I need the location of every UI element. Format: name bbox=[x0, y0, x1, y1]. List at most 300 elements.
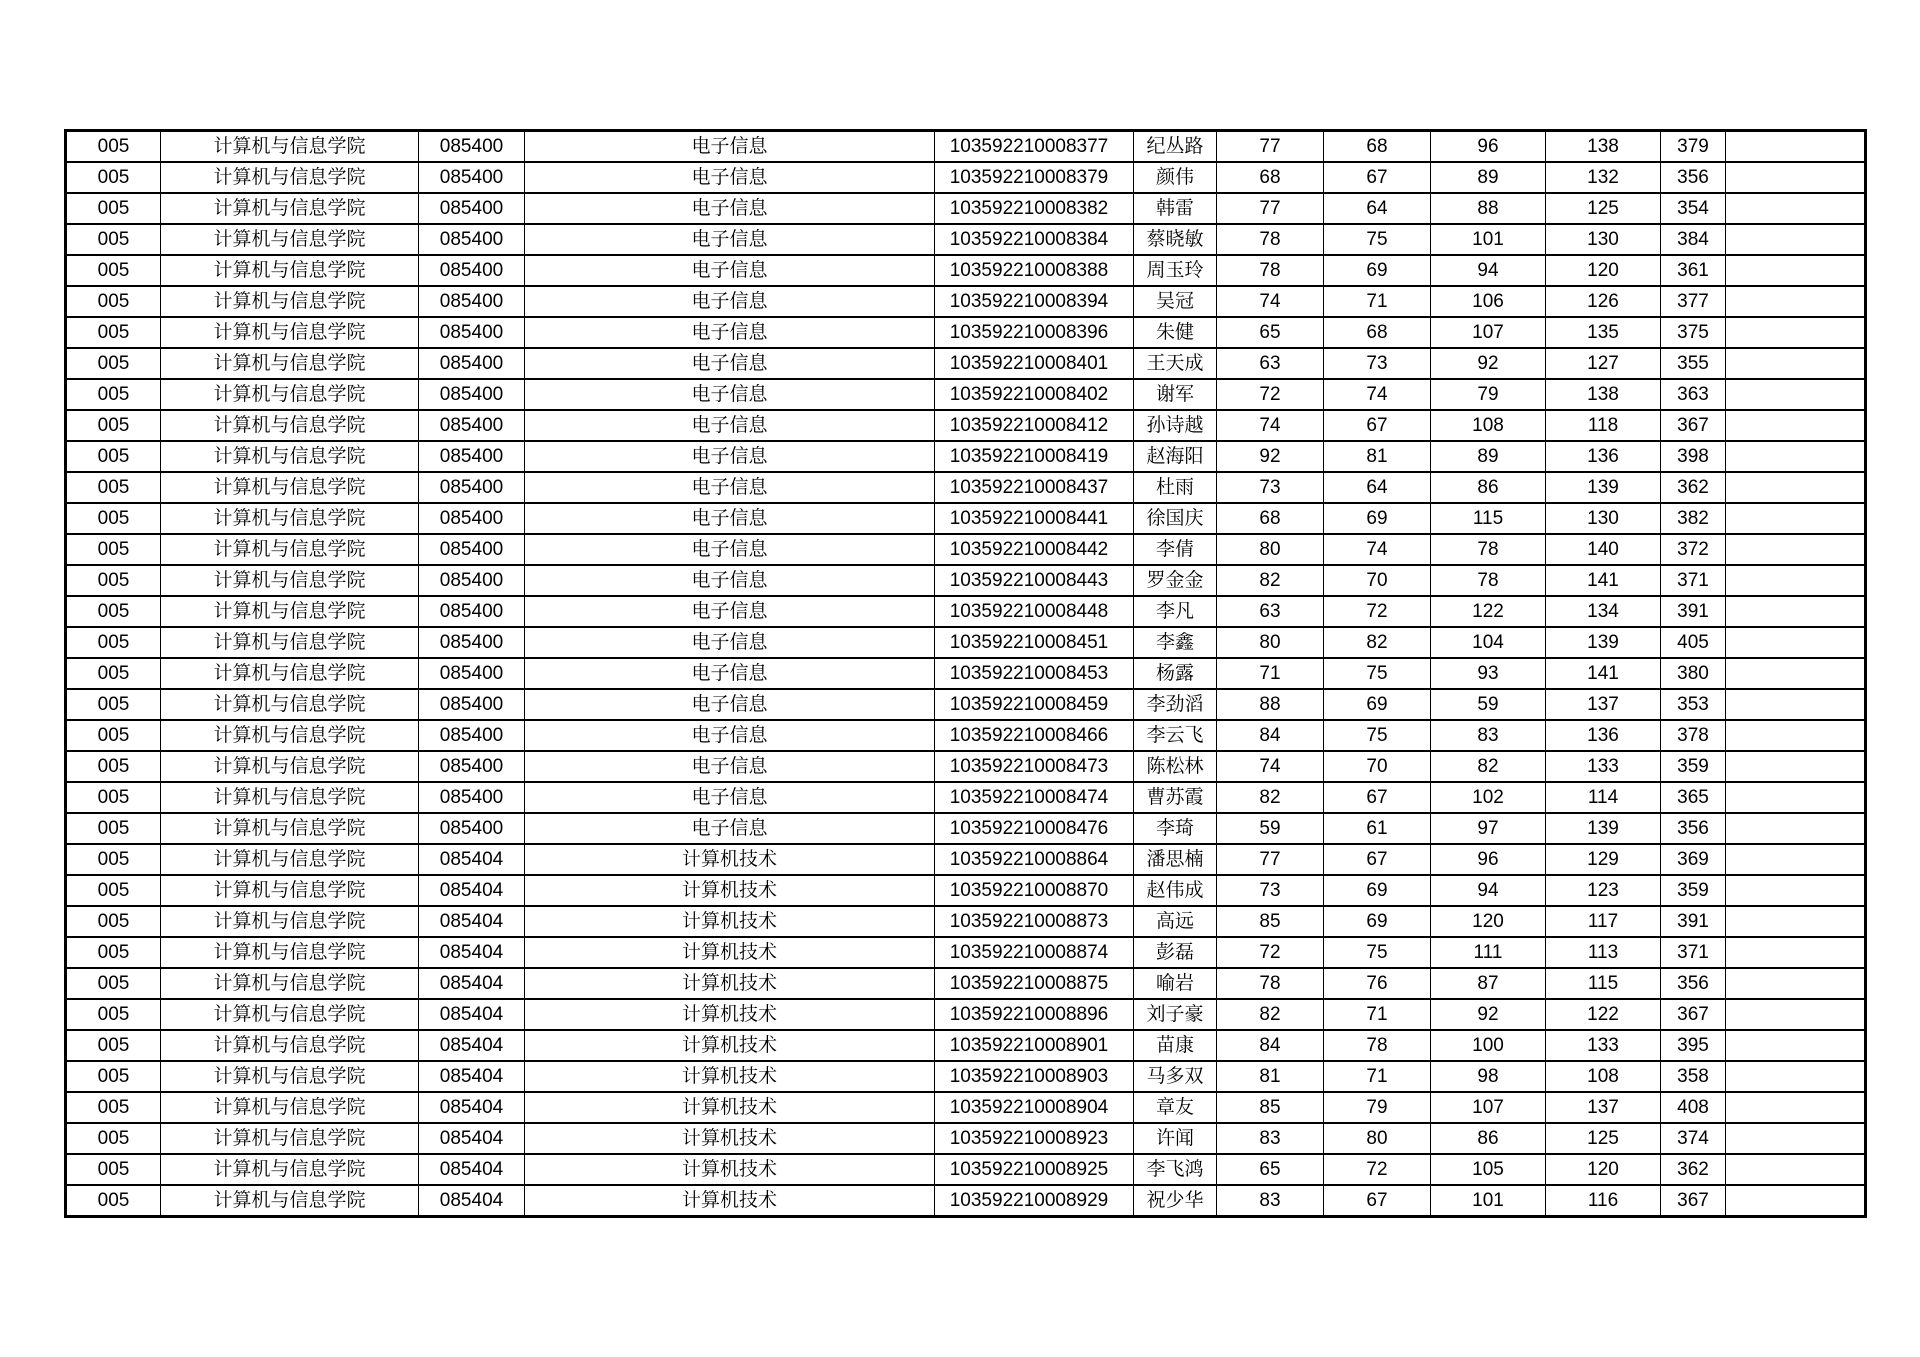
subject1-score-cell: 82 bbox=[1217, 999, 1324, 1030]
college-code-cell: 005 bbox=[66, 844, 161, 875]
subject1-score-cell: 73 bbox=[1217, 875, 1324, 906]
total-score-cell: 382 bbox=[1661, 503, 1726, 534]
major-name-cell: 电子信息 bbox=[525, 162, 935, 193]
candidate-name-cell: 杨露 bbox=[1134, 658, 1217, 689]
table-row bbox=[66, 410, 1866, 441]
subject3-score-cell: 107 bbox=[1431, 1092, 1546, 1123]
remark-cell bbox=[1726, 1154, 1866, 1185]
major-name-cell: 电子信息 bbox=[525, 286, 935, 317]
remark-cell bbox=[1726, 720, 1866, 751]
candidate-name-cell: 罗金金 bbox=[1134, 565, 1217, 596]
candidate-name-cell: 韩雷 bbox=[1134, 193, 1217, 224]
college-name-cell: 计算机与信息学院 bbox=[161, 1092, 419, 1123]
subject1-score-cell: 77 bbox=[1217, 131, 1324, 163]
major-name-cell: 计算机技术 bbox=[525, 1061, 935, 1092]
candidate-id-cell: 103592210008443 bbox=[935, 565, 1134, 596]
subject2-score-cell: 80 bbox=[1324, 1123, 1431, 1154]
subject1-score-cell: 77 bbox=[1217, 193, 1324, 224]
college-name-cell: 计算机与信息学院 bbox=[161, 565, 419, 596]
subject1-score-cell: 83 bbox=[1217, 1185, 1324, 1217]
subject3-score-cell: 94 bbox=[1431, 255, 1546, 286]
major-name-cell: 电子信息 bbox=[525, 131, 935, 163]
subject4-score-cell: 120 bbox=[1546, 1154, 1661, 1185]
remark-cell bbox=[1726, 968, 1866, 999]
subject1-score-cell: 74 bbox=[1217, 751, 1324, 782]
subject1-score-cell: 78 bbox=[1217, 255, 1324, 286]
candidate-name-cell: 李倩 bbox=[1134, 534, 1217, 565]
total-score-cell: 374 bbox=[1661, 1123, 1726, 1154]
total-score-cell: 353 bbox=[1661, 689, 1726, 720]
subject3-score-cell: 97 bbox=[1431, 813, 1546, 844]
remark-cell bbox=[1726, 193, 1866, 224]
subject4-score-cell: 133 bbox=[1546, 751, 1661, 782]
remark-cell bbox=[1726, 844, 1866, 875]
total-score-cell: 369 bbox=[1661, 844, 1726, 875]
total-score-cell: 395 bbox=[1661, 1030, 1726, 1061]
candidate-id-cell: 103592210008476 bbox=[935, 813, 1134, 844]
subject3-score-cell: 107 bbox=[1431, 317, 1546, 348]
subject2-score-cell: 61 bbox=[1324, 813, 1431, 844]
subject4-score-cell: 132 bbox=[1546, 162, 1661, 193]
subject4-score-cell: 122 bbox=[1546, 999, 1661, 1030]
subject3-score-cell: 78 bbox=[1431, 534, 1546, 565]
subject3-score-cell: 108 bbox=[1431, 410, 1546, 441]
subject2-score-cell: 69 bbox=[1324, 875, 1431, 906]
total-score-cell: 371 bbox=[1661, 565, 1726, 596]
table-row bbox=[66, 1154, 1866, 1185]
candidate-id-cell: 103592210008394 bbox=[935, 286, 1134, 317]
total-score-cell: 359 bbox=[1661, 751, 1726, 782]
college-code-cell: 005 bbox=[66, 875, 161, 906]
total-score-cell: 362 bbox=[1661, 472, 1726, 503]
candidate-id-cell: 103592210008379 bbox=[935, 162, 1134, 193]
subject4-score-cell: 114 bbox=[1546, 782, 1661, 813]
major-name-cell: 计算机技术 bbox=[525, 1092, 935, 1123]
major-code-cell: 085400 bbox=[419, 317, 525, 348]
subject1-score-cell: 68 bbox=[1217, 503, 1324, 534]
remark-cell bbox=[1726, 565, 1866, 596]
table-row bbox=[66, 596, 1866, 627]
subject1-score-cell: 81 bbox=[1217, 1061, 1324, 1092]
college-name-cell: 计算机与信息学院 bbox=[161, 1154, 419, 1185]
subject3-score-cell: 59 bbox=[1431, 689, 1546, 720]
candidate-name-cell: 苗康 bbox=[1134, 1030, 1217, 1061]
subject4-score-cell: 130 bbox=[1546, 503, 1661, 534]
college-code-cell: 005 bbox=[66, 472, 161, 503]
major-name-cell: 计算机技术 bbox=[525, 844, 935, 875]
total-score-cell: 362 bbox=[1661, 1154, 1726, 1185]
major-code-cell: 085404 bbox=[419, 1092, 525, 1123]
table-row bbox=[66, 813, 1866, 844]
major-code-cell: 085400 bbox=[419, 224, 525, 255]
college-code-cell: 005 bbox=[66, 968, 161, 999]
major-code-cell: 085400 bbox=[419, 565, 525, 596]
candidate-id-cell: 103592210008384 bbox=[935, 224, 1134, 255]
college-code-cell: 005 bbox=[66, 224, 161, 255]
subject3-score-cell: 106 bbox=[1431, 286, 1546, 317]
college-name-cell: 计算机与信息学院 bbox=[161, 503, 419, 534]
major-code-cell: 085400 bbox=[419, 162, 525, 193]
candidate-id-cell: 103592210008864 bbox=[935, 844, 1134, 875]
subject1-score-cell: 63 bbox=[1217, 348, 1324, 379]
table-row bbox=[66, 1092, 1866, 1123]
college-name-cell: 计算机与信息学院 bbox=[161, 627, 419, 658]
subject4-score-cell: 137 bbox=[1546, 689, 1661, 720]
remark-cell bbox=[1726, 875, 1866, 906]
subject3-score-cell: 92 bbox=[1431, 348, 1546, 379]
college-name-cell: 计算机与信息学院 bbox=[161, 472, 419, 503]
major-name-cell: 电子信息 bbox=[525, 596, 935, 627]
candidate-name-cell: 颜伟 bbox=[1134, 162, 1217, 193]
subject1-score-cell: 80 bbox=[1217, 534, 1324, 565]
subject2-score-cell: 68 bbox=[1324, 131, 1431, 163]
college-name-cell: 计算机与信息学院 bbox=[161, 1123, 419, 1154]
total-score-cell: 365 bbox=[1661, 782, 1726, 813]
candidate-name-cell: 马多双 bbox=[1134, 1061, 1217, 1092]
major-name-cell: 计算机技术 bbox=[525, 1154, 935, 1185]
total-score-cell: 359 bbox=[1661, 875, 1726, 906]
college-name-cell: 计算机与信息学院 bbox=[161, 286, 419, 317]
subject2-score-cell: 68 bbox=[1324, 317, 1431, 348]
subject1-score-cell: 73 bbox=[1217, 472, 1324, 503]
remark-cell bbox=[1726, 596, 1866, 627]
subject1-score-cell: 85 bbox=[1217, 1092, 1324, 1123]
subject2-score-cell: 73 bbox=[1324, 348, 1431, 379]
remark-cell bbox=[1726, 937, 1866, 968]
table-row bbox=[66, 162, 1866, 193]
total-score-cell: 356 bbox=[1661, 968, 1726, 999]
subject4-score-cell: 141 bbox=[1546, 565, 1661, 596]
candidate-id-cell: 103592210008870 bbox=[935, 875, 1134, 906]
major-code-cell: 085400 bbox=[419, 379, 525, 410]
table-row bbox=[66, 317, 1866, 348]
table-row bbox=[66, 906, 1866, 937]
total-score-cell: 405 bbox=[1661, 627, 1726, 658]
college-name-cell: 计算机与信息学院 bbox=[161, 875, 419, 906]
candidate-id-cell: 103592210008875 bbox=[935, 968, 1134, 999]
total-score-cell: 380 bbox=[1661, 658, 1726, 689]
subject1-score-cell: 72 bbox=[1217, 379, 1324, 410]
candidate-id-cell: 103592210008437 bbox=[935, 472, 1134, 503]
college-code-cell: 005 bbox=[66, 286, 161, 317]
subject2-score-cell: 74 bbox=[1324, 379, 1431, 410]
candidate-name-cell: 李劲滔 bbox=[1134, 689, 1217, 720]
subject2-score-cell: 64 bbox=[1324, 472, 1431, 503]
total-score-cell: 361 bbox=[1661, 255, 1726, 286]
college-code-cell: 005 bbox=[66, 503, 161, 534]
subject4-score-cell: 139 bbox=[1546, 813, 1661, 844]
total-score-cell: 355 bbox=[1661, 348, 1726, 379]
subject2-score-cell: 69 bbox=[1324, 255, 1431, 286]
major-name-cell: 电子信息 bbox=[525, 565, 935, 596]
college-code-cell: 005 bbox=[66, 162, 161, 193]
subject2-score-cell: 81 bbox=[1324, 441, 1431, 472]
subject4-score-cell: 136 bbox=[1546, 720, 1661, 751]
college-code-cell: 005 bbox=[66, 813, 161, 844]
candidate-name-cell: 彭磊 bbox=[1134, 937, 1217, 968]
candidate-name-cell: 蔡晓敏 bbox=[1134, 224, 1217, 255]
candidate-id-cell: 103592210008448 bbox=[935, 596, 1134, 627]
subject2-score-cell: 70 bbox=[1324, 565, 1431, 596]
major-code-cell: 085400 bbox=[419, 503, 525, 534]
score-table bbox=[64, 129, 1867, 1218]
candidate-name-cell: 孙诗越 bbox=[1134, 410, 1217, 441]
college-name-cell: 计算机与信息学院 bbox=[161, 937, 419, 968]
remark-cell bbox=[1726, 348, 1866, 379]
college-code-cell: 005 bbox=[66, 131, 161, 163]
subject4-score-cell: 115 bbox=[1546, 968, 1661, 999]
remark-cell bbox=[1726, 286, 1866, 317]
college-name-cell: 计算机与信息学院 bbox=[161, 348, 419, 379]
major-name-cell: 电子信息 bbox=[525, 224, 935, 255]
college-code-cell: 005 bbox=[66, 193, 161, 224]
college-name-cell: 计算机与信息学院 bbox=[161, 162, 419, 193]
total-score-cell: 356 bbox=[1661, 813, 1726, 844]
major-name-cell: 电子信息 bbox=[525, 782, 935, 813]
table-row bbox=[66, 503, 1866, 534]
candidate-id-cell: 103592210008925 bbox=[935, 1154, 1134, 1185]
candidate-name-cell: 李鑫 bbox=[1134, 627, 1217, 658]
subject2-score-cell: 71 bbox=[1324, 286, 1431, 317]
total-score-cell: 378 bbox=[1661, 720, 1726, 751]
candidate-id-cell: 103592210008873 bbox=[935, 906, 1134, 937]
college-code-cell: 005 bbox=[66, 1061, 161, 1092]
subject1-score-cell: 71 bbox=[1217, 658, 1324, 689]
subject1-score-cell: 59 bbox=[1217, 813, 1324, 844]
subject4-score-cell: 129 bbox=[1546, 844, 1661, 875]
subject2-score-cell: 75 bbox=[1324, 937, 1431, 968]
subject2-score-cell: 75 bbox=[1324, 224, 1431, 255]
college-code-cell: 005 bbox=[66, 1185, 161, 1217]
remark-cell bbox=[1726, 1092, 1866, 1123]
candidate-name-cell: 周玉玲 bbox=[1134, 255, 1217, 286]
candidate-id-cell: 103592210008388 bbox=[935, 255, 1134, 286]
subject1-score-cell: 84 bbox=[1217, 720, 1324, 751]
table-row bbox=[66, 193, 1866, 224]
college-name-cell: 计算机与信息学院 bbox=[161, 813, 419, 844]
subject3-score-cell: 104 bbox=[1431, 627, 1546, 658]
total-score-cell: 371 bbox=[1661, 937, 1726, 968]
subject3-score-cell: 120 bbox=[1431, 906, 1546, 937]
subject1-score-cell: 72 bbox=[1217, 937, 1324, 968]
subject2-score-cell: 75 bbox=[1324, 720, 1431, 751]
college-code-cell: 005 bbox=[66, 658, 161, 689]
major-name-cell: 电子信息 bbox=[525, 379, 935, 410]
table-row bbox=[66, 224, 1866, 255]
table-row bbox=[66, 844, 1866, 875]
subject3-score-cell: 79 bbox=[1431, 379, 1546, 410]
subject1-score-cell: 65 bbox=[1217, 1154, 1324, 1185]
total-score-cell: 367 bbox=[1661, 1185, 1726, 1217]
candidate-name-cell: 刘子豪 bbox=[1134, 999, 1217, 1030]
major-name-cell: 电子信息 bbox=[525, 813, 935, 844]
major-name-cell: 电子信息 bbox=[525, 627, 935, 658]
major-code-cell: 085400 bbox=[419, 348, 525, 379]
subject1-score-cell: 88 bbox=[1217, 689, 1324, 720]
subject1-score-cell: 78 bbox=[1217, 224, 1324, 255]
table-row bbox=[66, 782, 1866, 813]
subject3-score-cell: 89 bbox=[1431, 441, 1546, 472]
major-code-cell: 085404 bbox=[419, 1030, 525, 1061]
major-name-cell: 电子信息 bbox=[525, 472, 935, 503]
subject2-score-cell: 69 bbox=[1324, 503, 1431, 534]
major-code-cell: 085404 bbox=[419, 875, 525, 906]
total-score-cell: 356 bbox=[1661, 162, 1726, 193]
subject4-score-cell: 136 bbox=[1546, 441, 1661, 472]
total-score-cell: 377 bbox=[1661, 286, 1726, 317]
subject4-score-cell: 125 bbox=[1546, 193, 1661, 224]
subject4-score-cell: 117 bbox=[1546, 906, 1661, 937]
table-row bbox=[66, 999, 1866, 1030]
candidate-id-cell: 103592210008412 bbox=[935, 410, 1134, 441]
subject1-score-cell: 83 bbox=[1217, 1123, 1324, 1154]
table-row bbox=[66, 968, 1866, 999]
college-name-cell: 计算机与信息学院 bbox=[161, 317, 419, 348]
subject4-score-cell: 135 bbox=[1546, 317, 1661, 348]
table-row bbox=[66, 379, 1866, 410]
subject1-score-cell: 82 bbox=[1217, 782, 1324, 813]
subject3-score-cell: 111 bbox=[1431, 937, 1546, 968]
college-name-cell: 计算机与信息学院 bbox=[161, 441, 419, 472]
subject3-score-cell: 94 bbox=[1431, 875, 1546, 906]
college-name-cell: 计算机与信息学院 bbox=[161, 255, 419, 286]
college-code-cell: 005 bbox=[66, 317, 161, 348]
subject3-score-cell: 101 bbox=[1431, 1185, 1546, 1217]
remark-cell bbox=[1726, 255, 1866, 286]
table-row bbox=[66, 441, 1866, 472]
subject3-score-cell: 122 bbox=[1431, 596, 1546, 627]
subject4-score-cell: 125 bbox=[1546, 1123, 1661, 1154]
subject4-score-cell: 123 bbox=[1546, 875, 1661, 906]
remark-cell bbox=[1726, 1061, 1866, 1092]
major-name-cell: 计算机技术 bbox=[525, 937, 935, 968]
subject1-score-cell: 65 bbox=[1217, 317, 1324, 348]
subject4-score-cell: 118 bbox=[1546, 410, 1661, 441]
remark-cell bbox=[1726, 131, 1866, 163]
major-code-cell: 085404 bbox=[419, 1123, 525, 1154]
table-row bbox=[66, 565, 1866, 596]
major-code-cell: 085400 bbox=[419, 751, 525, 782]
subject1-score-cell: 80 bbox=[1217, 627, 1324, 658]
college-name-cell: 计算机与信息学院 bbox=[161, 379, 419, 410]
college-code-cell: 005 bbox=[66, 999, 161, 1030]
subject2-score-cell: 67 bbox=[1324, 782, 1431, 813]
subject4-score-cell: 120 bbox=[1546, 255, 1661, 286]
candidate-name-cell: 谢军 bbox=[1134, 379, 1217, 410]
major-code-cell: 085404 bbox=[419, 937, 525, 968]
subject2-score-cell: 67 bbox=[1324, 410, 1431, 441]
college-name-cell: 计算机与信息学院 bbox=[161, 596, 419, 627]
major-code-cell: 085400 bbox=[419, 534, 525, 565]
major-name-cell: 计算机技术 bbox=[525, 1030, 935, 1061]
score-table-body bbox=[66, 131, 1866, 1217]
total-score-cell: 384 bbox=[1661, 224, 1726, 255]
major-name-cell: 电子信息 bbox=[525, 348, 935, 379]
college-code-cell: 005 bbox=[66, 441, 161, 472]
college-code-cell: 005 bbox=[66, 379, 161, 410]
college-code-cell: 005 bbox=[66, 410, 161, 441]
candidate-id-cell: 103592210008923 bbox=[935, 1123, 1134, 1154]
subject2-score-cell: 72 bbox=[1324, 1154, 1431, 1185]
major-name-cell: 计算机技术 bbox=[525, 875, 935, 906]
candidate-id-cell: 103592210008396 bbox=[935, 317, 1134, 348]
subject2-score-cell: 70 bbox=[1324, 751, 1431, 782]
major-code-cell: 085400 bbox=[419, 813, 525, 844]
major-code-cell: 085400 bbox=[419, 658, 525, 689]
candidate-name-cell: 李云飞 bbox=[1134, 720, 1217, 751]
total-score-cell: 391 bbox=[1661, 906, 1726, 937]
college-name-cell: 计算机与信息学院 bbox=[161, 1185, 419, 1217]
major-name-cell: 电子信息 bbox=[525, 255, 935, 286]
subject1-score-cell: 68 bbox=[1217, 162, 1324, 193]
remark-cell bbox=[1726, 689, 1866, 720]
subject2-score-cell: 75 bbox=[1324, 658, 1431, 689]
remark-cell bbox=[1726, 441, 1866, 472]
college-code-cell: 005 bbox=[66, 906, 161, 937]
remark-cell bbox=[1726, 1123, 1866, 1154]
subject2-score-cell: 74 bbox=[1324, 534, 1431, 565]
major-code-cell: 085404 bbox=[419, 968, 525, 999]
college-name-cell: 计算机与信息学院 bbox=[161, 689, 419, 720]
major-code-cell: 085404 bbox=[419, 844, 525, 875]
subject4-score-cell: 113 bbox=[1546, 937, 1661, 968]
college-name-cell: 计算机与信息学院 bbox=[161, 1030, 419, 1061]
remark-cell bbox=[1726, 1030, 1866, 1061]
candidate-id-cell: 103592210008419 bbox=[935, 441, 1134, 472]
remark-cell bbox=[1726, 906, 1866, 937]
subject3-score-cell: 87 bbox=[1431, 968, 1546, 999]
college-code-cell: 005 bbox=[66, 565, 161, 596]
college-code-cell: 005 bbox=[66, 627, 161, 658]
subject3-score-cell: 92 bbox=[1431, 999, 1546, 1030]
candidate-name-cell: 祝少华 bbox=[1134, 1185, 1217, 1217]
subject3-score-cell: 88 bbox=[1431, 193, 1546, 224]
subject4-score-cell: 139 bbox=[1546, 472, 1661, 503]
college-name-cell: 计算机与信息学院 bbox=[161, 1061, 419, 1092]
subject2-score-cell: 78 bbox=[1324, 1030, 1431, 1061]
major-code-cell: 085400 bbox=[419, 131, 525, 163]
college-name-cell: 计算机与信息学院 bbox=[161, 720, 419, 751]
subject2-score-cell: 76 bbox=[1324, 968, 1431, 999]
candidate-name-cell: 李飞鸿 bbox=[1134, 1154, 1217, 1185]
candidate-name-cell: 徐国庆 bbox=[1134, 503, 1217, 534]
subject4-score-cell: 108 bbox=[1546, 1061, 1661, 1092]
major-name-cell: 计算机技术 bbox=[525, 906, 935, 937]
remark-cell bbox=[1726, 317, 1866, 348]
college-name-cell: 计算机与信息学院 bbox=[161, 410, 419, 441]
major-code-cell: 085400 bbox=[419, 689, 525, 720]
candidate-name-cell: 杜雨 bbox=[1134, 472, 1217, 503]
major-name-cell: 电子信息 bbox=[525, 658, 935, 689]
candidate-name-cell: 赵伟成 bbox=[1134, 875, 1217, 906]
total-score-cell: 375 bbox=[1661, 317, 1726, 348]
subject2-score-cell: 67 bbox=[1324, 162, 1431, 193]
subject2-score-cell: 82 bbox=[1324, 627, 1431, 658]
subject1-score-cell: 63 bbox=[1217, 596, 1324, 627]
subject1-score-cell: 77 bbox=[1217, 844, 1324, 875]
subject1-score-cell: 84 bbox=[1217, 1030, 1324, 1061]
table-row bbox=[66, 255, 1866, 286]
candidate-id-cell: 103592210008904 bbox=[935, 1092, 1134, 1123]
college-code-cell: 005 bbox=[66, 1154, 161, 1185]
subject1-score-cell: 82 bbox=[1217, 565, 1324, 596]
subject2-score-cell: 69 bbox=[1324, 689, 1431, 720]
candidate-name-cell: 李凡 bbox=[1134, 596, 1217, 627]
candidate-id-cell: 103592210008401 bbox=[935, 348, 1134, 379]
table-row bbox=[66, 348, 1866, 379]
subject1-score-cell: 74 bbox=[1217, 410, 1324, 441]
table-row bbox=[66, 131, 1866, 163]
